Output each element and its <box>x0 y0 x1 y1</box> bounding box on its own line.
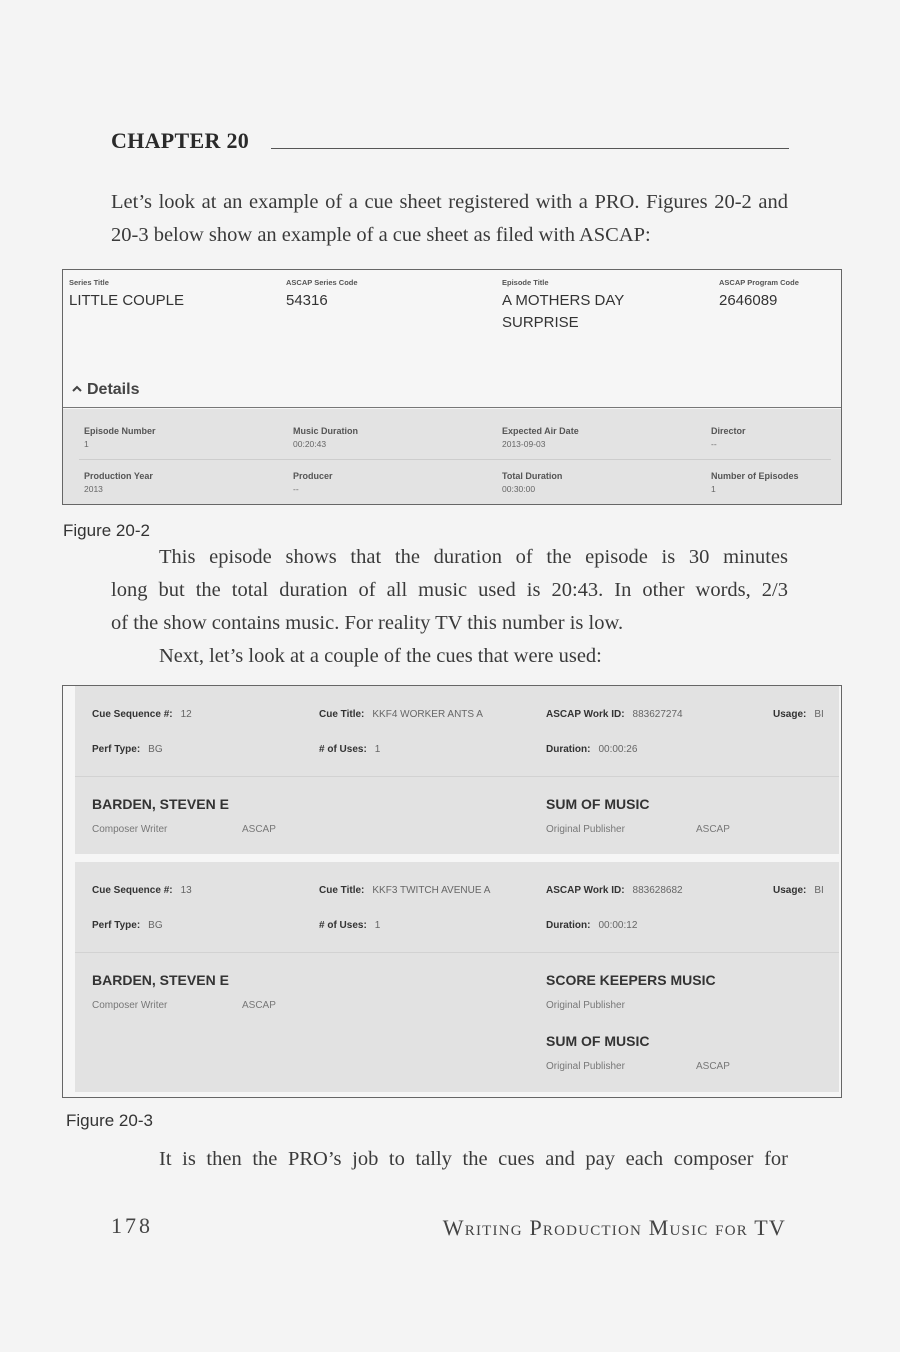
kv-value: BG <box>148 920 163 931</box>
detail-value: 1 <box>84 439 89 449</box>
kv-value: KKF4 WORKER ANTS A <box>372 709 483 720</box>
kv-label: Cue Title: <box>319 709 365 720</box>
detail-music-duration <box>293 426 358 449</box>
cue-duration <box>546 920 637 931</box>
details-label: Details <box>87 381 140 398</box>
kv-value: BG <box>148 744 163 755</box>
body-line-2: long but the total duration of all music used is 20:43. In other words, 2/3 <box>111 579 788 601</box>
field-value: 54316 <box>286 292 328 309</box>
kv-value: KKF3 TWITCH AVENUE A <box>372 885 491 896</box>
figure-caption-2: Figure 20-3 <box>66 1111 153 1130</box>
cue-title <box>319 709 483 720</box>
detail-label: Music Duration <box>293 426 359 436</box>
kv-label: Usage: <box>773 709 807 720</box>
cue-duration <box>546 744 637 755</box>
detail-value: 2013 <box>84 484 103 494</box>
publisher-society: ASCAP <box>696 1061 730 1072</box>
kv-label: # of Uses: <box>319 920 367 931</box>
kv-value: 00:00:26 <box>598 744 638 755</box>
kv-label: Cue Title: <box>319 885 365 896</box>
kv-value: 13 <box>180 885 192 896</box>
intro-line-1: Let’s look at an example of a cue sheet registered with a PRO. Figures 20-2 and <box>111 191 788 213</box>
publisher-name: SUM OF MUSIC <box>546 796 650 812</box>
kv-label: Perf Type: <box>92 744 141 755</box>
field-value: A MOTHERS DAY SURPRISE <box>502 292 624 331</box>
details-grid <box>63 409 841 504</box>
field-label: Episode Title <box>502 278 549 287</box>
kv-label: # of Uses: <box>319 744 367 755</box>
episode-title-field <box>502 278 662 334</box>
publisher-role: Original Publisher <box>546 1061 625 1072</box>
detail-label: Production Year <box>84 471 153 481</box>
detail-production-year <box>84 471 153 494</box>
kv-label: ASCAP Work ID: <box>546 885 625 896</box>
cue-sequence <box>92 885 192 896</box>
kv-value: 1 <box>374 744 381 755</box>
kv-value: 883627274 <box>632 709 683 720</box>
chevron-up-icon <box>71 384 83 394</box>
kv-value: 1 <box>374 920 381 931</box>
detail-value: 1 <box>711 484 716 494</box>
writer-society: ASCAP <box>242 1000 276 1011</box>
detail-total-duration <box>502 471 562 494</box>
kv-value: BI <box>814 885 824 896</box>
cue-usage <box>773 885 824 896</box>
writer-name: BARDEN, STEVEN E <box>92 972 229 988</box>
kv-label: Usage: <box>773 885 807 896</box>
field-label: ASCAP Series Code <box>286 278 358 287</box>
cue-usage <box>773 709 824 720</box>
detail-air-date <box>502 426 579 449</box>
kv-label: Duration: <box>546 744 591 755</box>
page-number: 178 <box>111 1213 153 1238</box>
kv-label: Perf Type: <box>92 920 141 931</box>
kv-label: Cue Sequence #: <box>92 709 173 720</box>
cue-sequence <box>92 709 192 720</box>
details-toggle[interactable] <box>71 381 139 399</box>
detail-value: -- <box>711 439 717 449</box>
detail-value: 00:30:00 <box>502 484 536 494</box>
detail-episode-number <box>84 426 156 449</box>
intro-line-2: 20-3 below show an example of a cue sheet as filed with ASCAP: <box>111 224 651 246</box>
field-value: 2646089 <box>719 292 778 309</box>
cue-card <box>75 862 839 1092</box>
kv-label: ASCAP Work ID: <box>546 709 625 720</box>
kv-value: 12 <box>180 709 192 720</box>
cue-perf-type <box>92 744 163 755</box>
chapter-rule <box>271 148 789 149</box>
detail-director <box>711 426 746 449</box>
program-code-field <box>719 278 839 312</box>
detail-number-of-episodes <box>711 471 799 494</box>
chapter-title: CHAPTER 20 <box>111 128 250 153</box>
series-title-field <box>69 278 269 312</box>
detail-label: Total Duration <box>502 471 563 481</box>
body-line-1: This episode shows that the duration of the episode is 30 minutes <box>159 546 788 568</box>
publisher-society: ASCAP <box>696 824 730 835</box>
detail-label: Producer <box>293 471 333 481</box>
field-value: LITTLE COUPLE <box>69 292 185 309</box>
cue-uses <box>319 744 380 755</box>
writer-role: Composer Writer <box>92 1000 168 1011</box>
detail-label: Episode Number <box>84 426 156 436</box>
field-label: ASCAP Program Code <box>719 278 799 287</box>
cue-perf-type <box>92 920 163 931</box>
writer-society: ASCAP <box>242 824 276 835</box>
writer-role: Composer Writer <box>92 824 168 835</box>
writer-name: BARDEN, STEVEN E <box>92 796 229 812</box>
body-line-5: It is then the PRO’s job to tally the cues and pay each composer for <box>159 1148 788 1170</box>
detail-value: -- <box>293 484 299 494</box>
cue-work-id <box>546 709 683 720</box>
publisher-role: Original Publisher <box>546 1000 625 1011</box>
detail-label: Number of Episodes <box>711 471 799 481</box>
kv-value: 883628682 <box>632 885 683 896</box>
detail-value: 00:20:43 <box>293 439 327 449</box>
series-code-field <box>286 278 486 312</box>
publisher-role: Original Publisher <box>546 824 625 835</box>
episode-details-figure <box>62 269 842 505</box>
body-line-4: Next, let’s look at a couple of the cues that were used: <box>159 645 602 667</box>
kv-label: Cue Sequence #: <box>92 885 173 896</box>
cue-title <box>319 885 490 896</box>
running-title: Writing Production Music for TV <box>442 1215 786 1240</box>
detail-label: Expected Air Date <box>502 426 579 436</box>
cue-list-figure <box>62 685 842 1098</box>
publisher-name: SUM OF MUSIC <box>546 1033 650 1049</box>
field-label: Series Title <box>69 278 109 287</box>
cue-card <box>75 686 839 854</box>
publisher-name: SCORE KEEPERS MUSIC <box>546 972 716 988</box>
detail-producer <box>293 471 333 494</box>
details-divider <box>63 407 841 408</box>
kv-value: 00:00:12 <box>598 920 638 931</box>
figure-caption-1: Figure 20-2 <box>63 521 150 540</box>
detail-row-divider <box>79 459 831 460</box>
cue-uses <box>319 920 380 931</box>
chapter-heading <box>111 128 789 158</box>
cue-work-id <box>546 885 683 896</box>
kv-label: Duration: <box>546 920 591 931</box>
kv-value: BI <box>814 709 824 720</box>
detail-value: 2013-09-03 <box>502 439 546 449</box>
body-line-3: of the show contains music. For reality TV this number is low. <box>111 612 624 634</box>
cue-divider <box>75 952 839 953</box>
cue-divider <box>75 776 839 777</box>
detail-label: Director <box>711 426 746 436</box>
